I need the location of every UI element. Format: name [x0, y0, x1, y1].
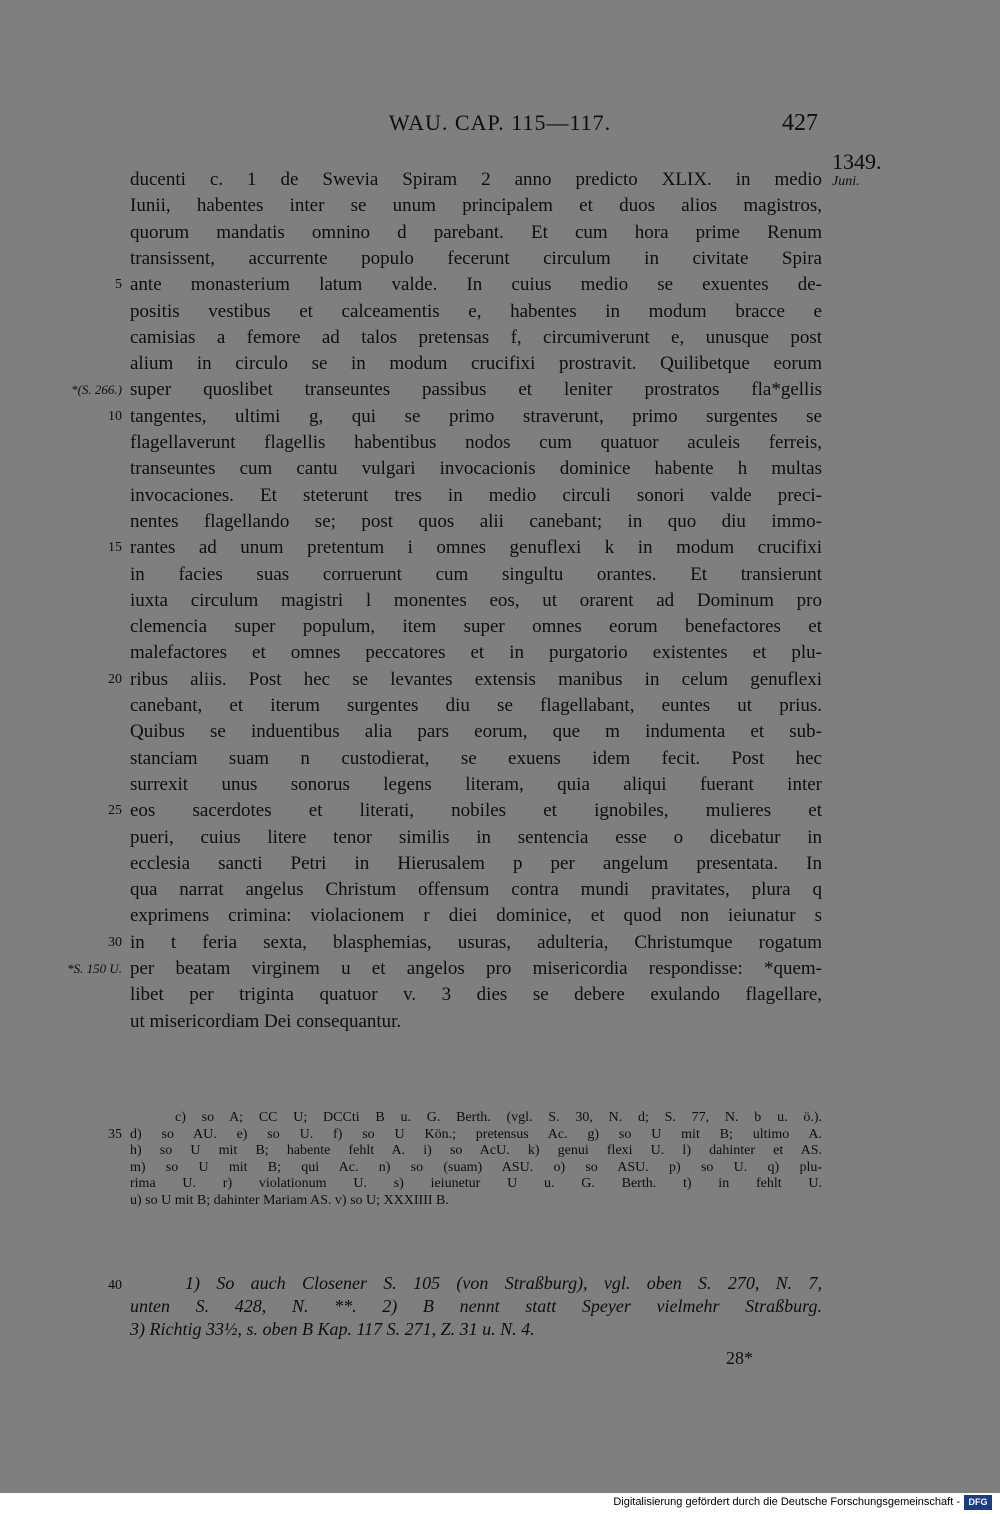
footer-text: Digitalisierung gefördert durch die Deutsche Forschungsgemeinschaft - [613, 1496, 960, 1508]
line-number: 5 [115, 277, 122, 293]
footnote-line: c) so A; CC U; DCCti B u. G. Berth. (vgl. S. 30, N. d; S. 77, N. b u. ö.). [175, 1110, 822, 1125]
text-line: transeuntes cum cantu vulgari invocacionis dominice habente h multas [130, 458, 822, 480]
page-number: 427 [782, 110, 818, 136]
text-line: stanciam suam n custodierat, se exuens idem fecit. Post hec [130, 747, 822, 769]
text-line: eos sacerdotes et literati, nobiles et ignobiles, mulieres et [130, 800, 822, 822]
page-reference-mark: *S. 150 U. [67, 961, 122, 976]
text-line: Quibus se induentibus alia pars eorum, que m indumenta et sub- [130, 721, 822, 743]
footnote-line: h) so U mit B; habente fehlt A. i) so AcU. k) genui flexi U. l) dahinter et AS. [130, 1143, 822, 1158]
text-line: qua narrat angelus Christum offensum contra mundi pravitates, plura q [130, 879, 822, 901]
footnote-line: rima U. r) violationum U. s) ieiunetur U u. G. Berth. t) in fehlt U. [130, 1176, 822, 1191]
text-line: transissent, accurrente populo fecerunt circulum in civitate Spira [130, 247, 822, 269]
footer-bar [0, 1493, 1000, 1514]
footnote-line: m) so U mit B; qui Ac. n) so (suam) ASU. o) so ASU. p) so U. q) plu- [130, 1159, 822, 1175]
text-line: tangentes, ultimi g, qui se primo straverunt, primo surgentes se [130, 405, 822, 427]
text-line: iuxta circulum magistri l monentes eos, ut orarent ad Dominum pro [130, 589, 822, 611]
text-line: ante monasterium latum valde. In cuius medio se exuentes de- [130, 274, 822, 296]
margin-month: Juni. [832, 174, 860, 189]
page-reference-mark: *(S. 266.) [71, 382, 122, 398]
signature-mark: 28* [726, 1348, 753, 1368]
text-line: super quoslibet transeuntes passibus et leniter prostratos fla*gellis [130, 379, 822, 401]
text-line: in facies suas corruerunt cum singultu orantes. Et transierunt [130, 563, 822, 585]
margin-date [832, 149, 882, 192]
text-line: Iunii, habentes inter se unum principalem et duos alios magistros, [130, 195, 822, 217]
line-number: 30 [108, 934, 122, 950]
dfg-logo-icon: DFG [964, 1495, 992, 1510]
margin-year: 1349. [832, 149, 882, 174]
footnote-line: u) so U mit B; dahinter Mariam AS. v) so U; XXXIIII B. [130, 1192, 449, 1208]
line-number: 20 [108, 671, 122, 687]
text-line: rantes ad unum pretentum i omnes genuflexi k in modum crucifixi [130, 537, 822, 559]
text-line: in t feria sexta, blasphemias, usuras, adulteria, Christumque rogatum [130, 931, 822, 953]
line-number: 40 [108, 1278, 122, 1293]
line-number: 25 [108, 803, 122, 819]
text-line: surrexit unus sonorus legens literam, quia aliqui fuerant inter [130, 773, 822, 795]
text-line: ribus aliis. Post hec se levantes extensis manibus in celum genuflexi [130, 668, 822, 690]
line-number: 15 [108, 540, 122, 556]
text-line: invocaciones. Et steterunt tres in medio circuli sonori valde preci- [130, 484, 822, 506]
note-line: 1) So auch Closener S. 105 (von Straßburg), vgl. oben S. 270, N. 7, [185, 1273, 822, 1293]
text-line: nentes flagellando se; post quos alii canebant; in quo diu immo- [130, 510, 822, 532]
text-line: ut misericordiam Dei consequantur. [130, 1010, 402, 1032]
page-header-title: WAU. CAP. 115—117. [388, 110, 612, 135]
line-number: 35 [108, 1126, 122, 1142]
text-line: canebant, et iterum surgentes diu se flagellabant, euntes ut prius. [130, 695, 822, 716]
note-line: unten S. 428, N. **. 2) B nennt statt Speyer vielmehr Straßburg. [130, 1296, 822, 1316]
text-line: flagellaverunt flagellis habentibus nodos cum quatuor aculeis ferreis, [130, 432, 822, 453]
footnote-line: d) so AU. e) so U. f) so U Kön.; pretensus Ac. g) so U mit B; ultimo A. [130, 1126, 822, 1142]
text-line: malefactores et omnes peccatores et in purgatorio existentes et plu- [130, 642, 822, 664]
text-line: alium in circulo se in modum crucifixi prostravit. Quilibetque eorum [130, 353, 822, 375]
text-line: quorum mandatis omnino d parebant. Et cum hora prime Renum [130, 221, 822, 243]
text-line: exprimens crimina: violacionem r diei dominice, et quod non ieiunatur s [130, 905, 822, 927]
text-line: camisias a femore ad talos pretensas f, circumiverunt e, unusque post [130, 326, 822, 348]
text-line: positis vestibus et calceamentis e, habentes in modum bracce e [130, 300, 822, 322]
text-line: pueri, cuius litere tenor similis in sentencia esse o dicebatur in [130, 826, 822, 848]
note-line: 3) Richtig 33½, s. oben B Kap. 117 S. 271, Z. 31 u. N. 4. [130, 1319, 535, 1339]
text-line: ecclesia sancti Petri in Hierusalem p per angelum presentata. In [130, 852, 822, 874]
text-line: ducenti c. 1 de Swevia Spiram 2 anno predicto XLIX. in medio [130, 169, 822, 190]
text-line: libet per triginta quatuor v. 3 dies se debere exulando flagellare, [130, 984, 822, 1006]
text-line: clemencia super populum, item super omnes eorum benefactores et [130, 616, 822, 638]
text-line: per beatam virginem u et angelos pro misericordia respondisse: *quem- [130, 958, 822, 979]
line-number: 10 [108, 408, 122, 424]
